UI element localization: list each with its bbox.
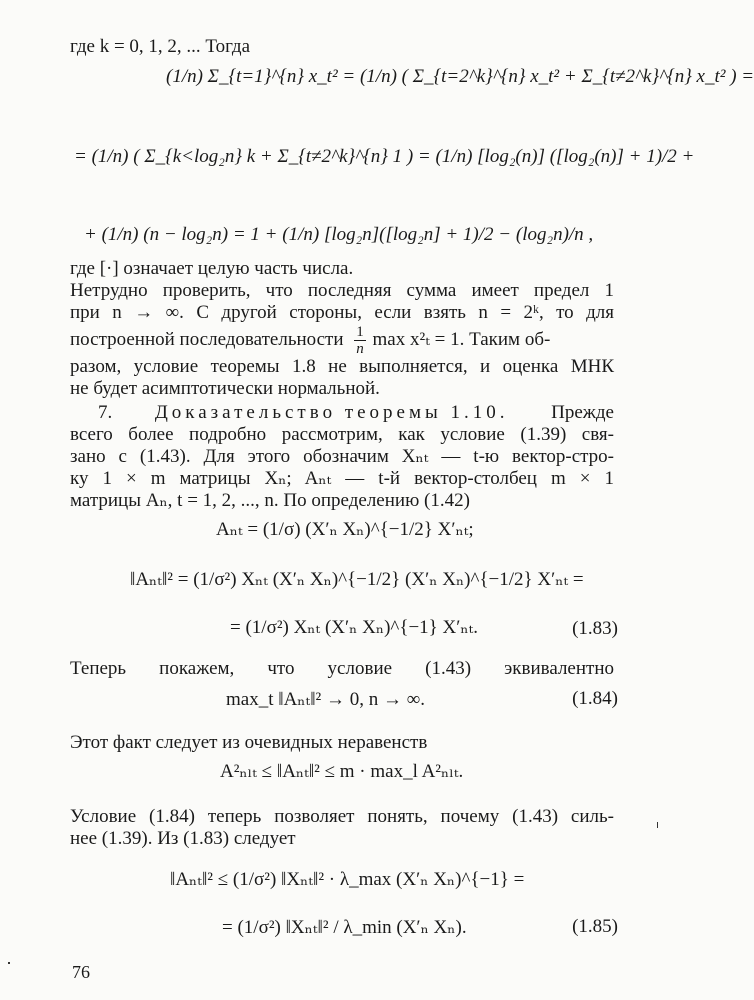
fraction-one-over-n: $\frac{1}{n}$	[356, 324, 364, 357]
equation-sum-split	[166, 66, 754, 88]
text-stronger: Условие (1.84) теперь позволяет понять, почему (1.43) силь-	[70, 806, 614, 827]
text-condition: разом, условие теоремы 1.8 не выполняется, и оценка МНК	[70, 356, 614, 377]
equation-A-definition	[216, 518, 474, 541]
text-consider: всего более подробно рассмотрим, как условие (1.39) свя-	[70, 424, 614, 445]
equation-limit-one	[84, 224, 593, 246]
equation-sum-log	[74, 146, 694, 168]
text-line-follows	[70, 828, 296, 850]
text-limit: Нетрудно проверить, что последняя сумма имеет предел 1	[70, 280, 614, 301]
text-show: Теперь покажем, что условие (1.43) эквивалентно	[70, 658, 614, 679]
section-heading-line	[98, 402, 614, 424]
equation-number-1-83: (1.83)	[572, 618, 618, 639]
equation-max-limit-text: max_t ‖Aₙₜ‖² → 0, n → ∞.	[226, 689, 426, 710]
text-line-sequence	[70, 324, 550, 357]
equation-A-norm-text: ‖Aₙₜ‖² = (1/σ²) Xₙₜ (X′ₙ Xₙ)^{−1/2} (X′ₙ Xₙ)^{−1/2} X′ₙₜ =	[130, 569, 584, 590]
text-max-condition: max x²ₜ = 1. Таким об-	[372, 328, 551, 350]
equation-number-1-85: (1.85)	[572, 916, 618, 937]
text-denote: зано с (1.43). Для этого обозначим Xₙₜ — t-ю вектор-стро-	[70, 446, 614, 467]
equation-eigen-min	[222, 916, 467, 939]
page-number: 76	[72, 962, 90, 982]
equation-A-norm-simplified	[230, 616, 478, 639]
equation-eigen-min-text: = (1/σ²) ‖Xₙₜ‖² / λ_min (X′ₙ Xₙ).	[222, 917, 467, 938]
text-fact: Этот факт следует из очевидных неравенств	[70, 732, 428, 753]
text-line-consider	[70, 424, 614, 446]
scan-speck	[8, 962, 10, 964]
equation-A-norm-simplified-text: = (1/σ²) Xₙₜ (X′ₙ Xₙ)^{−1} X′ₙₜ.	[230, 617, 479, 638]
text-line-condition	[70, 356, 614, 378]
text-line-denote	[70, 446, 614, 468]
section-heading: Доказательство теоремы 1.10.	[154, 402, 509, 423]
text-other-side: при n → ∞. С другой стороны, если взять n = 2ᵏ, то для	[70, 302, 614, 323]
text-where-k: где k = 0, 1, 2, ... Тогда	[70, 36, 251, 57]
text-definition: матрицы Aₙ, t = 1, 2, ..., n. По определению (1.42)	[70, 490, 470, 511]
text-line-stronger	[70, 806, 614, 828]
text-sequence: построенной последовательности	[70, 328, 344, 350]
equation-inequalities	[220, 760, 463, 783]
equation-number-1-84: (1.84)	[572, 688, 618, 709]
text-line-show	[70, 658, 614, 680]
equation-A-definition-text: Aₙₜ = (1/σ) (X′ₙ Xₙ)^{−1/2} X′ₙₜ;	[216, 519, 474, 540]
section-number: 7.	[98, 402, 113, 423]
text-line-1	[70, 36, 250, 58]
text-line-fact	[70, 732, 427, 754]
text-first: Прежде	[551, 402, 614, 423]
text-line-limit	[70, 280, 614, 302]
text-not-normal: не будет асимптотически нормальной.	[70, 378, 380, 399]
equation-limit-one-text: + (1/n) (n − log₂n) = 1 + (1/n) [log₂n]([log₂n] + 1)/2 − (log₂n)/n ,	[84, 224, 594, 245]
equation-sum-log-text: = (1/n) ( Σ_{k<log₂n} k + Σ_{t≠2^k}^{n} 1 ) = (1/n) [log₂(n)] ([log₂(n)] + 1)/2 +	[74, 146, 695, 167]
equation-A-norm	[130, 568, 584, 591]
text-line-vector	[70, 468, 614, 490]
text-vector: ку 1 × m матрицы Xₙ; Aₙₜ — t-й вектор-столбец m × 1	[70, 468, 614, 489]
scan-mark	[657, 822, 658, 828]
text-line-definition	[70, 490, 470, 512]
text-integer-part: где [·] означает целую часть числа.	[70, 258, 354, 279]
text-line-other-side	[70, 302, 614, 324]
equation-sum-split-text: (1/n) Σ_{t=1}^{n} x_t² = (1/n) ( Σ_{t=2^k}^{n} x_t² + Σ_{t≠2^k}^{n} x_t² ) =	[166, 66, 754, 87]
equation-max-limit	[226, 688, 425, 711]
text-line-not-normal	[70, 378, 380, 400]
equation-inequalities-text: A²ₙₗₜ ≤ ‖Aₙₜ‖² ≤ m · max_l A²ₙₗₜ.	[220, 761, 464, 782]
text-line-integer-part	[70, 258, 353, 280]
text-follows: нее (1.39). Из (1.83) следует	[70, 828, 296, 849]
equation-eigen-bound	[170, 868, 524, 891]
equation-eigen-bound-text: ‖Aₙₜ‖² ≤ (1/σ²) ‖Xₙₜ‖² · λ_max (X′ₙ Xₙ)^{−1} =	[170, 869, 525, 890]
